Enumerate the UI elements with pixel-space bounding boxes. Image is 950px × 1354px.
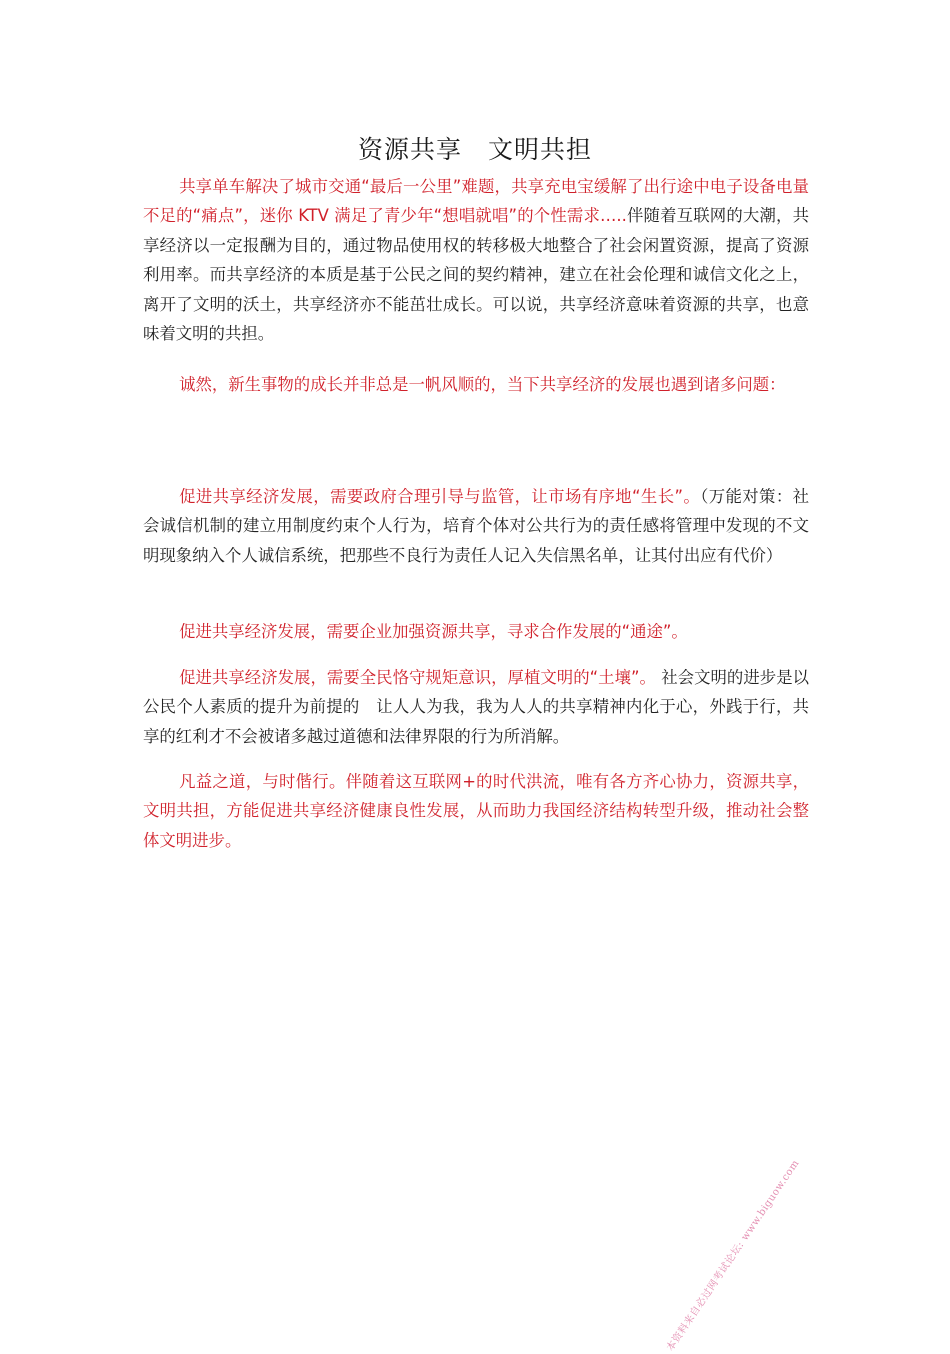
- paragraph-problems: [143, 370, 809, 399]
- paragraph-government-body: （万能对策：社会诚信机制的建立用制度约束个人行为，培育个体对公共行为的责任感将管理中发现的不文明现象纳入个人诚信系统，把那些不良行为责任人记入失信黑名单，让其付出应有代价）: [143, 487, 809, 565]
- paragraph-intro-highlight: 共享单车解决了城市交通“最后一公里”难题，共享充电宝缓解了出行途中电子设备电量不足的“痛点”，迷你 KTV 满足了青少年“想唱就唱”的个性需求…..: [143, 177, 809, 226]
- paragraph-citizens: [143, 663, 809, 751]
- paragraph-government: [143, 482, 809, 570]
- watermark-text: 本资料来自必过网考试论坛: www.biguow.com: [664, 1158, 802, 1354]
- paragraph-enterprise: [143, 617, 809, 646]
- document-title: 资源共享 文明共担: [357, 135, 592, 164]
- paragraph-problems-text: 诚然，新生事物的成长并非总是一帆风顺的，当下共享经济的发展也遇到诸多问题：: [179, 375, 786, 394]
- paragraph-intro: [143, 172, 809, 348]
- paragraph-conclusion: [143, 767, 809, 855]
- paragraph-conclusion-text: 凡益之道，与时偕行。伴随着这互联网+的时代洪流，唯有各方齐心协力，资源共享，文明共担，方能促进共享经济健康良性发展，从而助力我国经济结构转型升级，推动社会整体文明进步。: [143, 772, 809, 850]
- paragraph-intro-body: 伴随着互联网的大潮，共享经济以一定报酬为目的，通过物品使用权的转移极大地整合了社会闲置资源，提高了资源利用率。而共享经济的本质是基于公民之间的契约精神，建立在社会伦理和诚信文化之上，离开了文明的沃土，共享经济亦不能茁壮成长。可以说，共享经济意味着资源的共享，也意味着文明的共担。: [143, 206, 809, 344]
- paragraph-citizens-body: 社会文明的进步是以公民个人素质的提升为前提的 让人人为我，我为人人的共享精神内化于心，外践于行，共享的红利才不会被诸多越过道德和法律界限的行为所消解。: [143, 668, 810, 746]
- paragraph-enterprise-text: 促进共享经济发展，需要企业加强资源共享，寻求合作发展的“通途”。: [179, 622, 688, 641]
- paragraph-government-highlight: 促进共享经济发展，需要政府合理引导与监管，让市场有序地“生长”。: [179, 487, 701, 506]
- paragraph-citizens-highlight: 促进共享经济发展，需要全民恪守规矩意识，厚植文明的“土壤”。: [179, 668, 656, 687]
